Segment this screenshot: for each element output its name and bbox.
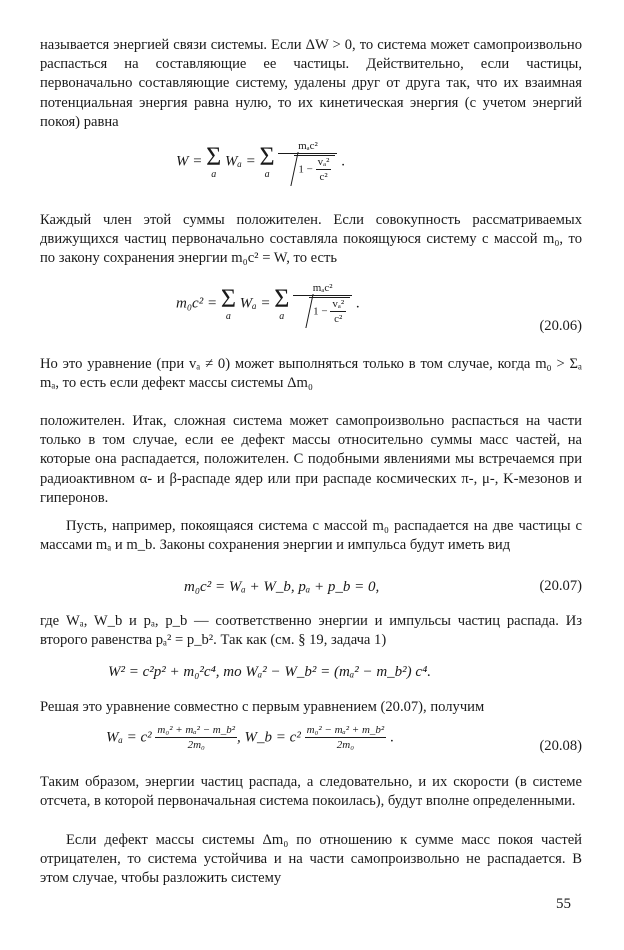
equation-number-20-08: (20.08) <box>539 738 582 754</box>
eq5-end: . <box>386 729 394 746</box>
eq1-lhs: W = <box>176 153 207 170</box>
fraction-relativistic-energy: mₐc² 1 − $\frac{\text{vₐ²}}{\text{c²}}$ <box>278 140 337 184</box>
equation-number-20-07: (20.07) <box>539 578 582 594</box>
eq5-a-lhs: Wₐ = c² <box>106 729 152 746</box>
paragraph-4: Пусть, например, покоящаяся система с массой m₀ распадается на две частицы с массами mₐ и m_b. Законы сохранения энергии и импульса будут иметь вид <box>40 518 582 554</box>
paragraph-7: Таким образом, энергии частиц распада, а следовательно, и их скорости (в системе отсчета, в которой первоначальная система покоилась), будут вполне определенными. <box>40 774 582 810</box>
fraction-relativistic-energy: mₐc² 1 − $\frac{\text{vₐ²}}{\text{c²}}$ <box>293 282 352 326</box>
equation-number-20-06: (20.06) <box>539 318 582 334</box>
equation-kinetic-energy <box>176 140 345 184</box>
sqrt-lorentz: 1 − $\frac{\text{vₐ²}}{\text{c²}}$ <box>294 155 335 184</box>
paragraph-8: Если дефект массы системы Δm₀ по отношению к сумме масс покоя частей отрицателен, то система устойчива и на части самопроизвольно не распадается. В этом случае, чтобы разложить систему <box>40 832 582 887</box>
paragraph-1: называется энергией связи системы. Если ΔW > 0, то система может самопроизвольно распасться на составляющие ее частицы. Действительно, если частицы, первоначально составляющие систему, удалены друг от друга так, что их взаимная потенциальная энергия равна нулю, то их кинетическая энергия (с учетом энергий покоя) равна <box>40 37 582 130</box>
eq4-text: W² = c²p² + m₀²c⁴, то Wₐ² − W_b² = (mₐ² − m_b²) c⁴. <box>108 664 432 680</box>
sum-symbol: Σ a <box>206 142 222 180</box>
eq1-mid: Wₐ = <box>221 153 260 170</box>
fraction-wb: $\frac{\text{m₀² − mₐ² + m\_b²}}{\text{2m₀}}$ <box>306 724 385 751</box>
sum-symbol: Σ a <box>220 284 236 322</box>
eq3-text: m₀c² = Wₐ + W_b, pₐ + p_b = 0, <box>184 579 380 595</box>
equation-20-06 <box>176 282 360 326</box>
paragraph-3b: положителен. Итак, сложная система может самопроизвольно распасться на части только в том случае, если ее дефект массы относительно суммы масс частей, на которые она распадается, положителен. С подобными явлениями мы встречаемся при радиоактивном α- и β-распаде ядер или при распаде космических π-, μ-, K-мезонов и гиперонов. <box>40 413 582 506</box>
fraction-wa: $\frac{\text{m₀² + mₐ² − m\_b²}}{\text{2m₀}}$ <box>157 724 236 751</box>
sum-symbol: Σ a <box>259 142 275 180</box>
eq2-mid: Wₐ = <box>235 295 275 312</box>
equation-20-08 <box>106 724 394 752</box>
paragraph-5: где Wₐ, W_b и pₐ, p_b — соответственно энергии и импульсы частиц распада. Из второго равенства pₐ² = p_b². Так как (см. § 19, задача 1) <box>40 613 582 649</box>
eq1-end: . <box>337 153 345 170</box>
equation-energy-momentum <box>108 662 431 682</box>
paragraph-3a: Но это уравнение (при vₐ ≠ 0) может выполняться только в том случае, когда m₀ > Σₐ mₐ, то есть если дефект массы системы Δm₀ <box>40 356 582 392</box>
sqrt-lorentz: 1 − $\frac{\text{vₐ²}}{\text{c²}}$ <box>309 297 350 326</box>
paragraph-6: Решая это уравнение совместно с первым уравнением (20.07), получим <box>40 699 485 715</box>
eq2-end: . <box>352 295 360 312</box>
sum-symbol: Σ a <box>274 284 290 322</box>
page-number: 55 <box>556 896 571 912</box>
equation-20-07 <box>184 577 379 597</box>
paragraph-2: Каждый член этой суммы положителен. Если совокупность рассматриваемых движущихся частиц первоначально составляла покоящуюся систему с массой m₀, то по закону сохранения энергии m₀c² = W, то есть <box>40 212 582 267</box>
eq2-lhs: m₀c² = <box>176 295 221 312</box>
eq5-b-lhs: , W_b = c² <box>237 729 301 746</box>
